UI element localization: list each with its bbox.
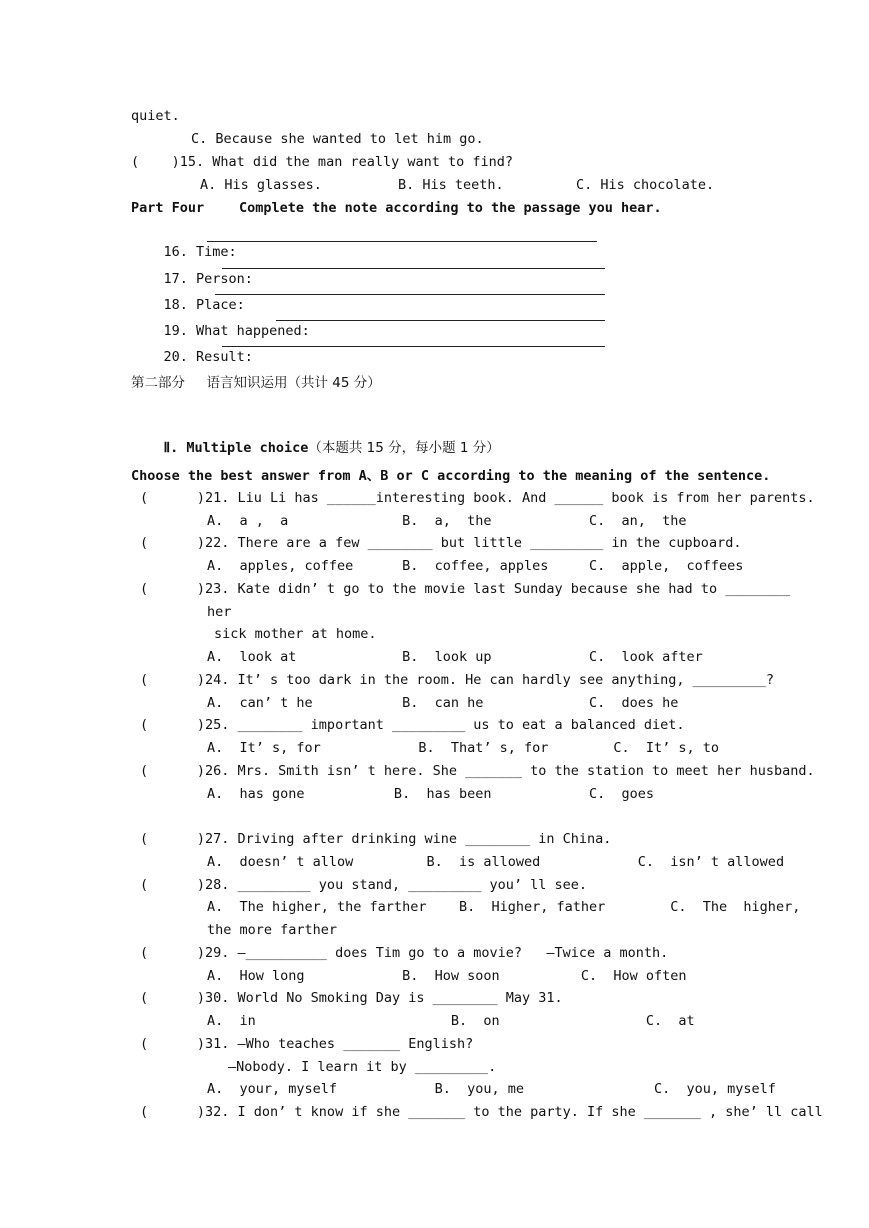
question-15: ( )15. What did the man really want to find?: [131, 154, 514, 170]
question-32: ( )32. I don’ t know if she _______ to the party. If she _______ , she’ ll call: [140, 1104, 823, 1120]
question-30: ( )30. World No Smoking Day is ________ May 31.: [140, 990, 563, 1006]
note-label: 17. Person:: [163, 271, 253, 287]
question-27: ( )27. Driving after drinking wine ________ in China.: [140, 831, 612, 847]
option-a: A. His glasses.: [200, 177, 322, 193]
note-label: 19. What happened:: [163, 323, 310, 339]
note-label: 16. Time:: [163, 244, 237, 260]
note-label: 18. Place:: [163, 297, 245, 313]
instruction: Choose the best answer from A、B or C according to the meaning of the sentence.: [131, 468, 771, 484]
question-26: ( )26. Mrs. Smith isn’ t here. She _______ to the station to meet her husband.: [140, 763, 815, 779]
question-31-cont: —Nobody. I learn it by _________.: [228, 1059, 497, 1075]
options-21: A. a , a B. a, the C. an, the: [207, 513, 687, 529]
section-heading: 第二部分 语言知识运用（共计 45 分）: [131, 375, 381, 391]
part-four-label: Part Four: [131, 200, 205, 216]
options-28: A. The higher, the farther B. Higher, father C. The higher,: [207, 899, 801, 915]
options-24: A. can’ t he B. can he C. does he: [207, 695, 679, 711]
option-c: C. His chocolate.: [576, 177, 715, 193]
question-21: ( )21. Liu Li has ______interesting book. And ______ book is from her parents.: [140, 490, 815, 506]
part-four-instruction: Complete the note according to the passage you hear.: [239, 200, 662, 216]
option-b: B. His teeth.: [398, 177, 504, 193]
options-25: A. It’ s, for B. That’ s, for C. It’ s, to: [207, 740, 720, 756]
answer-line[interactable]: [215, 284, 605, 295]
question-29: ( )29. —__________ does Tim go to a movie? —Twice a month.: [140, 945, 669, 961]
options-30: A. in B. on C. at: [207, 1013, 695, 1029]
question-28: ( )28. _________ you stand, _________ you’ ll see.: [140, 877, 588, 893]
options-28-cont: the more farther: [207, 922, 338, 938]
answer-line[interactable]: [222, 336, 605, 347]
option-line: C. Because she wanted to let him go.: [191, 131, 484, 147]
options-23: A. look at B. look up C. look after: [207, 649, 703, 665]
question-23-cont: sick mother at home.: [214, 626, 377, 642]
mc-title: Ⅱ. Multiple choice: [163, 440, 309, 456]
note-label: 20. Result:: [163, 349, 253, 365]
question-22: ( )22. There are a few ________ but little _________ in the cupboard.: [140, 535, 742, 551]
options-29: A. How long B. How soon C. How often: [207, 968, 687, 984]
answer-line[interactable]: [207, 231, 597, 242]
options-22: A. apples, coffee B. coffee, apples C. apple, coffees: [207, 558, 744, 574]
question-23: ( )23. Kate didn’ t go to the movie last Sunday because she had to ________: [140, 581, 791, 597]
question-23-cont: her: [207, 604, 232, 620]
options-26: A. has gone B. has been C. goes: [207, 786, 655, 802]
text-line: quiet.: [131, 108, 180, 124]
answer-line[interactable]: [222, 258, 605, 269]
options-27: A. doesn’ t allow B. is allowed C. isn’ t allowed: [207, 854, 785, 870]
question-31: ( )31. —Who teaches _______ English?: [140, 1036, 474, 1052]
question-24: ( )24. It’ s too dark in the room. He can hardly see anything, _________?: [140, 672, 774, 688]
options-31: A. your, myself B. you, me C. you, myself: [207, 1081, 776, 1097]
mc-score-note: （本题共 15 分，每小题 1 分）: [308, 440, 500, 456]
answer-line[interactable]: [276, 310, 605, 321]
question-25: ( )25. ________ important _________ us to eat a balanced diet.: [140, 717, 685, 733]
